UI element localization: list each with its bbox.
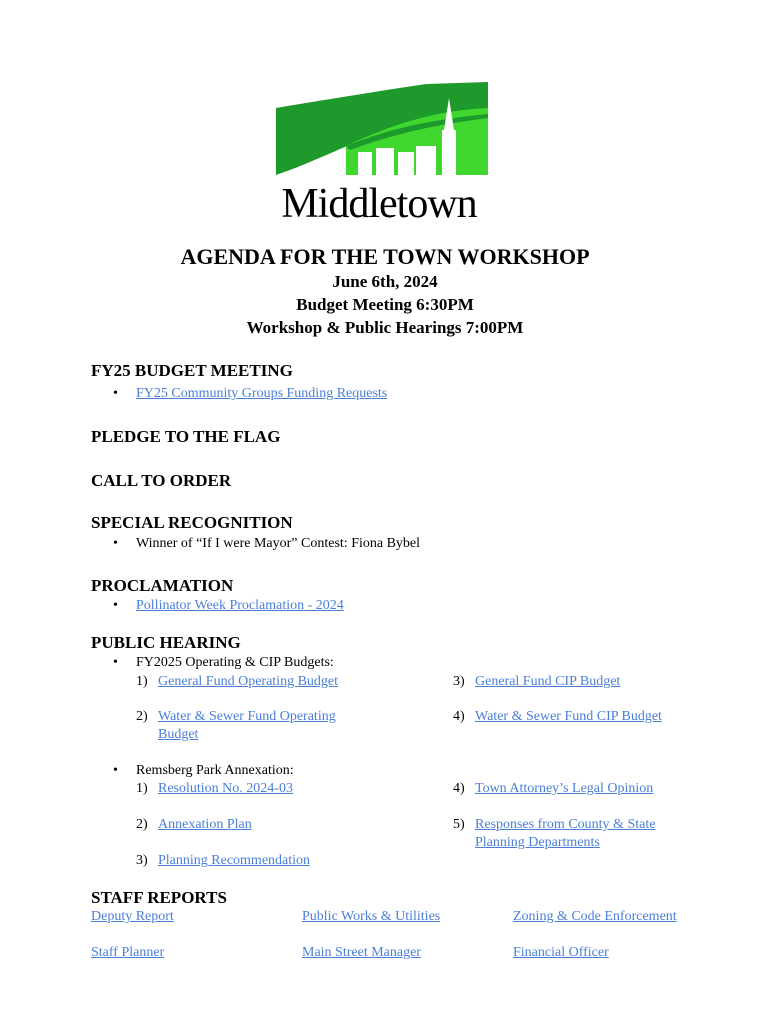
item-number: 3) xyxy=(136,853,148,868)
water-sewer-cip-link[interactable]: Water & Sewer Fund CIP Budget xyxy=(475,709,662,724)
bullet-icon: • xyxy=(113,763,118,778)
budgets-label: FY2025 Operating & CIP Budgets: xyxy=(136,655,334,670)
workshop-time: Workshop & Public Hearings 7:00PM xyxy=(246,318,524,337)
main-street-link[interactable]: Main Street Manager xyxy=(302,945,421,960)
logo-wordmark: Middletown xyxy=(281,181,477,227)
attorney-opinion-link[interactable]: Town Attorney’s Legal Opinion xyxy=(475,781,654,796)
county-state-responses-link-cont[interactable]: Planning Departments xyxy=(475,835,600,850)
fy25-funding-link[interactable]: FY25 Community Groups Funding Requests xyxy=(136,386,388,401)
annexation-label: Remsberg Park Annexation: xyxy=(136,763,294,778)
public-hearing-heading: PUBLIC HEARING xyxy=(91,633,241,652)
bullet-icon: • xyxy=(113,386,118,401)
proclamation-heading: PROCLAMATION xyxy=(91,576,234,595)
item-number: 2) xyxy=(136,817,148,832)
bullet-icon: • xyxy=(113,536,118,551)
recognition-item: Winner of “If I were Mayor” Contest: Fiona Bybel xyxy=(136,536,421,551)
staff-reports-heading: STAFF REPORTS xyxy=(91,888,227,907)
recognition-heading: SPECIAL RECOGNITION xyxy=(91,513,293,532)
pollinator-proclamation-link[interactable]: Pollinator Week Proclamation - 2024 xyxy=(136,598,344,613)
item-number: 4) xyxy=(453,709,465,724)
item-number: 5) xyxy=(453,817,465,832)
call-to-order-heading: CALL TO ORDER xyxy=(91,471,232,490)
item-number: 3) xyxy=(453,674,465,689)
general-fund-cip-link[interactable]: General Fund CIP Budget xyxy=(475,674,621,689)
item-number: 4) xyxy=(453,781,465,796)
planning-recommendation-link[interactable]: Planning Recommendation xyxy=(158,853,311,868)
fy25-heading: FY25 BUDGET MEETING xyxy=(91,361,293,380)
bullet-icon: • xyxy=(113,598,118,613)
water-sewer-operating-link-cont[interactable]: Budget xyxy=(158,727,199,742)
meeting-date: June 6th, 2024 xyxy=(332,272,438,291)
bullet-icon: • xyxy=(113,655,118,670)
resolution-link[interactable]: Resolution No. 2024-03 xyxy=(158,781,293,796)
staff-planner-link[interactable]: Staff Planner xyxy=(91,945,165,960)
pledge-heading: PLEDGE TO THE FLAG xyxy=(91,427,281,446)
item-number: 1) xyxy=(136,674,148,689)
budget-meeting-time: Budget Meeting 6:30PM xyxy=(296,295,474,314)
item-number: 1) xyxy=(136,781,148,796)
county-state-responses-link[interactable]: Responses from County & State xyxy=(475,817,656,832)
annexation-plan-link[interactable]: Annexation Plan xyxy=(158,817,252,832)
zoning-link[interactable]: Zoning & Code Enforcement xyxy=(513,909,677,924)
public-works-link[interactable]: Public Works & Utilities xyxy=(302,909,441,924)
agenda-title: AGENDA FOR THE TOWN WORKSHOP xyxy=(180,244,590,269)
financial-officer-link[interactable]: Financial Officer xyxy=(513,945,609,960)
water-sewer-operating-link[interactable]: Water & Sewer Fund Operating xyxy=(158,709,336,724)
item-number: 2) xyxy=(136,709,148,724)
deputy-report-link[interactable]: Deputy Report xyxy=(91,909,174,924)
general-fund-operating-link[interactable]: General Fund Operating Budget xyxy=(158,674,339,689)
